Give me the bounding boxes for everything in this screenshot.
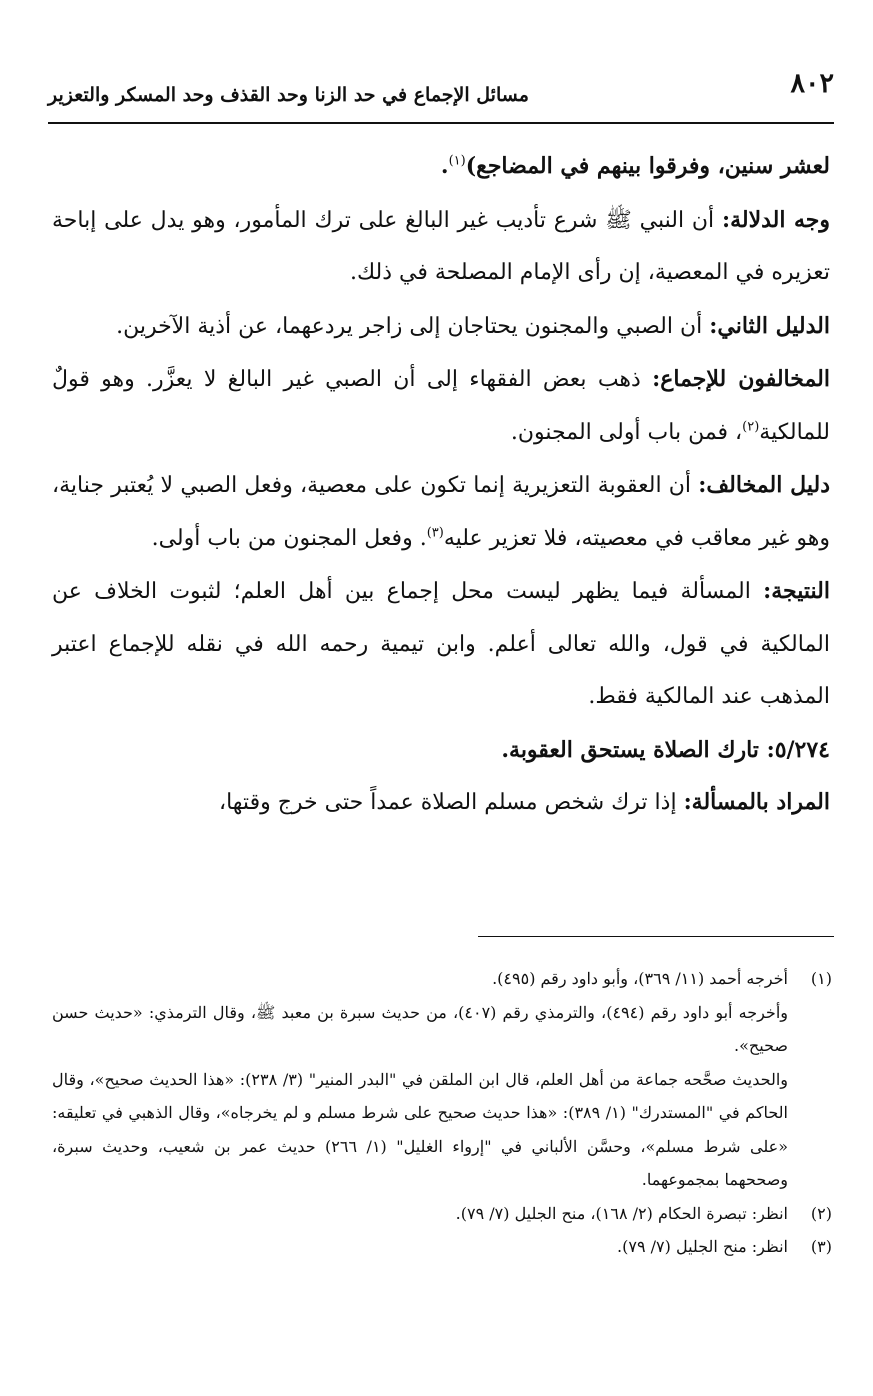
footnote bbox=[52, 1230, 832, 1264]
paragraph-label: المخالفون للإجماع: bbox=[652, 366, 830, 392]
paragraph-label: دليل المخالف: bbox=[698, 472, 830, 498]
footnote-number: (١) bbox=[810, 969, 832, 988]
paragraph-text: إذا ترك شخص مسلم الصلاة عمداً حتى خرج وقتها، bbox=[218, 790, 684, 815]
footnote-text: والحديث صحَّحه جماعة من أهل العلم، قال ابن الملقن في "البدر المنير" (٣/ ٢٣٨): «هذا الحديث صحيح»، وقال الحاكم في "المستدرك" (١/ ٣٨٩): «هذا حديث صحيح على شرط مسلم و لم يخرجاه»، وقال الذهبي في تعليقه: «على شرط مسلم»، وحسَّن الألباني في "إرواء الغليل" (١/ ٢٦٦) حديث عمر بن شعيب، وحديث سبرة، وصححهما بمجموعهما. bbox=[52, 1069, 789, 1189]
paragraph-label: وجه الدلالة: bbox=[721, 206, 830, 233]
paragraph-label: النتيجة: bbox=[763, 578, 830, 604]
footnote-ref: (١) bbox=[448, 153, 466, 169]
paragraph-text: أن النبي ﷺ شرع تأديب غير البالغ على ترك المأمور، وهو يدل على إباحة تعزيره في المعصية، إن رأى الإمام المصلحة في ذلك. bbox=[52, 207, 830, 285]
footnote-number: (٣) bbox=[810, 1237, 832, 1256]
paragraph-label: المراد بالمسألة: bbox=[683, 789, 830, 815]
paragraph bbox=[52, 459, 830, 565]
paragraph bbox=[52, 776, 830, 830]
footnote-text: أخرجه أحمد (١١/ ٣٦٩)، وأبو داود رقم (٤٩٥). bbox=[492, 969, 788, 988]
footnote-text: انظر: تبصرة الحكام (٢/ ١٦٨)، منح الجليل (٧/ ٧٩). bbox=[455, 1203, 788, 1223]
footnote-ref: (٣) bbox=[426, 525, 444, 541]
footnote bbox=[52, 962, 832, 1197]
footnote bbox=[52, 1197, 832, 1231]
section-heading: ٥/٢٧٤: تارك الصلاة يستحق العقوبة. bbox=[501, 736, 830, 763]
paragraph bbox=[52, 140, 830, 194]
paragraph-text: ذهب بعض الفقهاء إلى أن الصبي غير البالغ لا يعزَّر. وهو قولٌ للمالكية bbox=[52, 367, 830, 445]
paragraph-text: . وفعل المجنون من باب أولى. bbox=[151, 525, 427, 551]
paragraph bbox=[52, 300, 830, 354]
paragraph bbox=[52, 194, 830, 300]
paragraph-text: أن الصبي والمجنون يحتاجان إلى زاجر يردعهما، عن أذية الآخرين. bbox=[116, 313, 710, 339]
paragraph-label: الدليل الثاني: bbox=[709, 312, 830, 339]
footnote-text: انظر: منح الجليل (٧/ ٧٩). bbox=[617, 1237, 788, 1256]
footnote-number: (٢) bbox=[810, 1203, 832, 1223]
page-number: ٨٠٢ bbox=[790, 68, 834, 99]
paragraph bbox=[52, 565, 830, 724]
footnotes bbox=[52, 962, 832, 1264]
footnote-separator bbox=[478, 936, 834, 937]
paragraph-text: ، فمن باب أولى المجنون. bbox=[510, 419, 743, 445]
page-header bbox=[48, 66, 834, 124]
paragraph bbox=[52, 353, 830, 459]
running-title: مسائل الإجماع في حد الزنا وحد القذف وحد المسكر والتعزير bbox=[48, 84, 529, 106]
footnote-text: وأخرجه أبو داود رقم (٤٩٤)، والترمذي رقم (٤٠٧)، من حديث سبرة بن معبد ﷺ، وقال الترمذي: «حديث حسن صحيح». bbox=[52, 1002, 788, 1055]
footnote-ref: (٢) bbox=[742, 419, 760, 435]
paragraph-text: المسألة فيما يظهر ليست محل إجماع بين أهل العلم؛ لثبوت الخلاف عن المالكية في قول، والله تعالى أعلم. وابن تيمية رحمه الله في نقله للإجماع اعتبر المذهب عند المالكية فقط. bbox=[52, 579, 830, 709]
paragraph-text: أن العقوبة التعزيرية إنما تكون على معصية، وفعل الصبي لا يُعتبر جناية، وهو غير معاقب في معصيته، فلا تعزير عليه bbox=[52, 473, 830, 551]
paragraph-text: لعشر سنين، وفرقوا بينهم في المضاجع) bbox=[465, 153, 830, 179]
paragraph-text: . bbox=[440, 153, 449, 179]
main-text bbox=[52, 140, 830, 830]
